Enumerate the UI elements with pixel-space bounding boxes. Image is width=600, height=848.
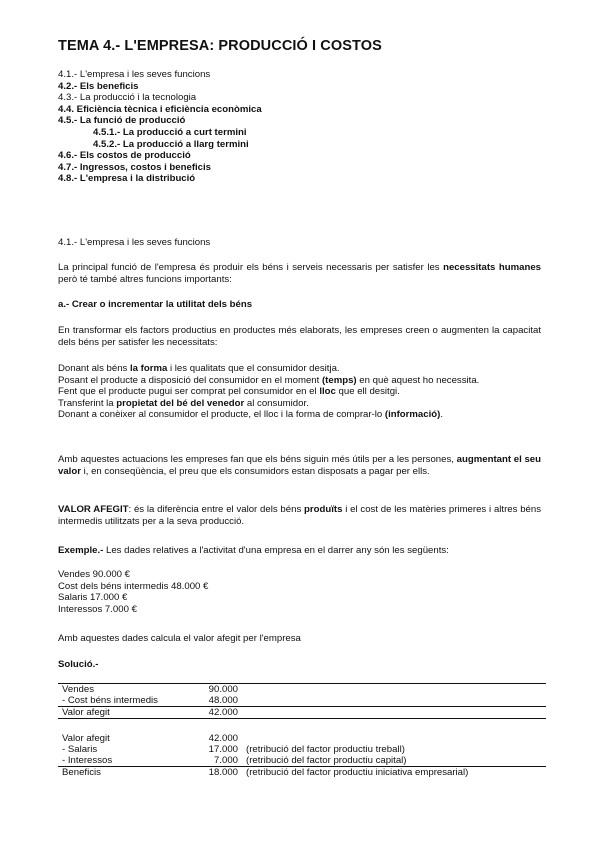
list-item: Posant el producte a disposició del consumidor en el moment (temps) en què aquest ho necessita.: [58, 374, 480, 386]
intro-bold: necessitats humanes: [443, 262, 541, 273]
table-row: - Cost béns intermedis 48.000: [62, 695, 238, 706]
example-paragraph: Exemple.- Les dades relatives a l'activitat d'una empresa en el darrer any són les següents:: [58, 545, 449, 556]
table-spacer: [58, 719, 546, 734]
toc-item: 4.7.- Ingressos, costos i beneficis: [58, 161, 212, 173]
data-line: Cost dels béns intermedis 48.000 €: [58, 580, 209, 592]
list-item: Fent que el producte pugui ser comprat pel consumidor en el lloc que ell desitgi.: [58, 386, 400, 397]
task-text: Amb aquestes dades calcula el valor afegit per l'empresa: [58, 633, 301, 644]
table-row: Vendes 90.000: [58, 684, 546, 696]
toc-item: 4.4. Eficiència tècnica i eficiència econòmica: [58, 103, 262, 115]
page-title: TEMA 4.- L'EMPRESA: PRODUCCIÓ I COSTOS: [58, 38, 382, 54]
toc-item: 4.1.- L'empresa i les seves funcions: [58, 69, 211, 80]
list-item: Donant a conèixer al consumidor el producte, el lloc i la forma de comprar-lo (informació).: [58, 409, 443, 420]
value-added-definition: VALOR AFEGIT: és la diferència entre el valor dels béns produïts i el cost de les matèries primeres i altres béns intermedis utilitzats per a la seva producció.: [58, 504, 541, 527]
section-heading: 4.1.- L'empresa i les seves funcions: [58, 237, 211, 248]
data-line: Vendes 90.000 €: [58, 569, 131, 580]
solution-label: Solució.-: [58, 659, 99, 670]
toc-subitem: 4.5.1.- La producció a curt termini: [93, 126, 247, 138]
toc-subitem: 4.5.2.- La producció a llarg termini: [93, 138, 249, 150]
data-line: Interessos 7.000 €: [58, 603, 137, 615]
table-row: Beneficis 18.000 (retribució del factor productiu iniciativa empresarial): [58, 767, 546, 779]
toc-item: 4.2.- Els beneficis: [58, 80, 139, 92]
utility-list: [58, 363, 541, 421]
intro-paragraph: [58, 262, 541, 285]
table-row: Valor afegit 42.000: [62, 733, 238, 744]
toc-item: 4.6.- Els costos de producció: [58, 150, 191, 162]
list-item: Transferint la propietat del bé del venedor al consumidor.: [58, 397, 309, 409]
intro-text: La principal funció de l'empresa és produir els béns i serveis necessaris per satisfer les: [58, 262, 444, 273]
toc-item: 4.3.- La producció i la tecnologia: [58, 92, 197, 104]
table-row: - Interessos 7.000 (retribució del factor productiu capital): [62, 755, 407, 766]
table-row: Valor afegit 42.000: [58, 707, 546, 719]
toc-item: 4.8.- L'empresa i la distribució: [58, 173, 196, 185]
actions-bold: augmentant el seu valor: [58, 454, 541, 477]
list-item: Donant als béns la forma i les qualitats que el consumidor desitja.: [58, 363, 340, 374]
solution-table: [58, 683, 546, 778]
transform-paragraph: En transformar els factors productius en productes més elaborats, les empreses creen o augmenten la capacitat dels béns per satisfer les necessitats:: [58, 325, 541, 348]
value-added-term: VALOR AFEGIT: [58, 504, 129, 515]
actions-paragraph: Amb aquestes actuacions les empreses fan que els béns siguin més útils per a les persones, augmentant el seu valor i, en conseqüència, el preu que els consumidors estan disposats a pagar per ells.: [58, 454, 541, 477]
table-of-contents: [58, 69, 558, 185]
subsection-heading: a.- Crear o incrementar la utilitat dels béns: [58, 299, 253, 310]
example-label: Exemple.-: [58, 545, 104, 556]
intro-text-end: però té també altres funcions importants:: [58, 273, 232, 285]
table-row: - Salaris 17.000 (retribució del factor productiu treball): [62, 744, 405, 755]
data-line: Salaris 17.000 €: [58, 592, 128, 603]
example-data: [58, 569, 541, 615]
toc-item: 4.5.- La funció de producció: [58, 115, 186, 127]
